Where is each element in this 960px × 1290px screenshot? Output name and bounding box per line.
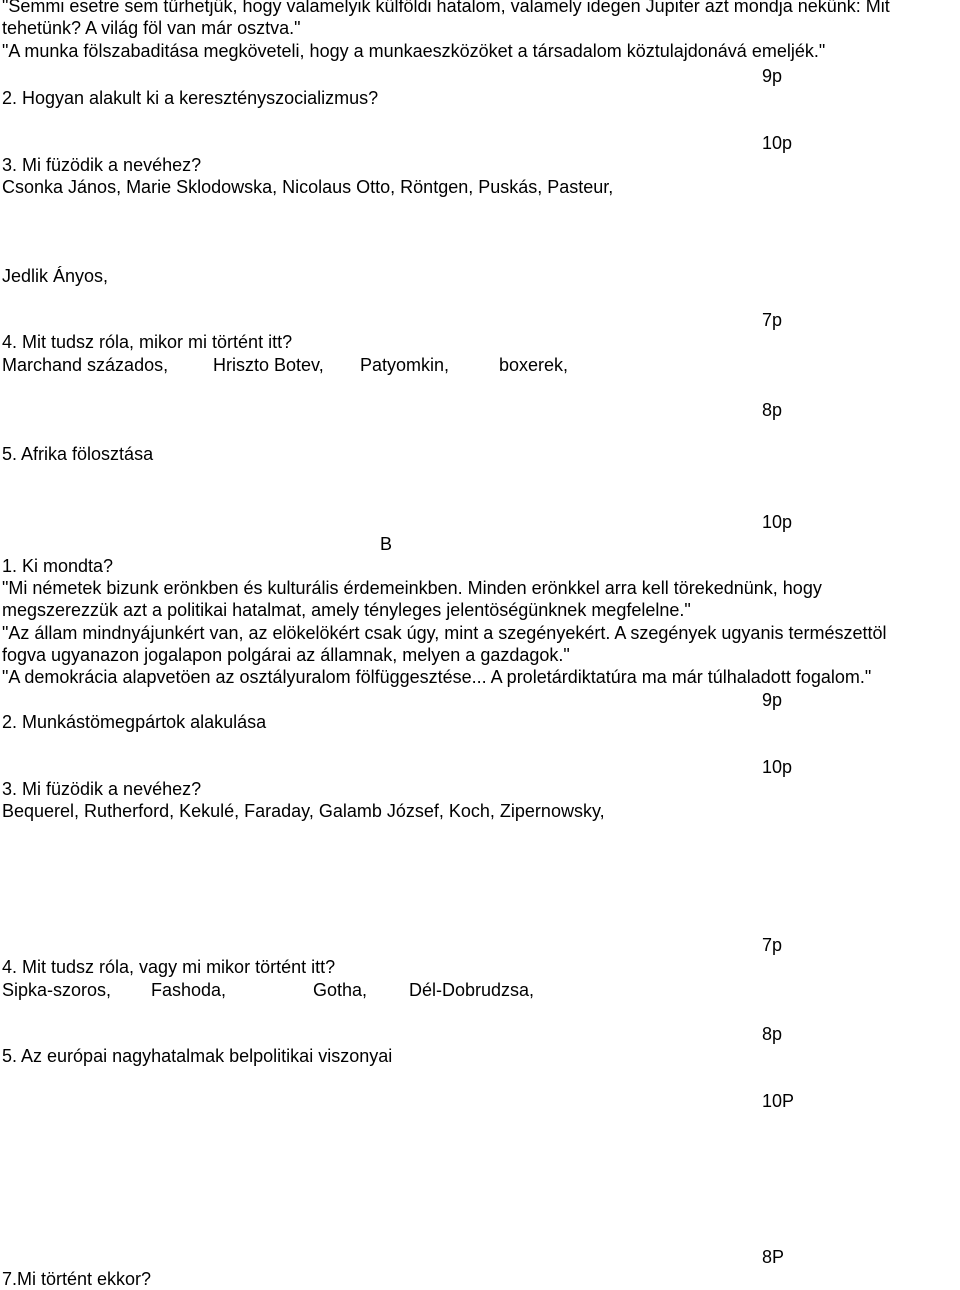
points-label: 7p bbox=[762, 935, 783, 955]
item-term: boxerek, bbox=[499, 355, 569, 375]
points-label: 10p bbox=[762, 512, 793, 532]
item-term: Fashoda, bbox=[151, 980, 227, 1000]
quote-line: "A demokrácia alapvetöen az osztályuralom fölfüggesztése... A proletárdiktatúra ma már túlhaladott fogalom." bbox=[2, 667, 872, 687]
section-label: B bbox=[380, 534, 393, 554]
name-list: Jedlik Ányos, bbox=[2, 266, 109, 286]
points-label: 8p bbox=[762, 400, 783, 420]
question-heading: 3. Mi füzödik a nevéhez? bbox=[2, 779, 202, 799]
question-heading: 3. Mi füzödik a nevéhez? bbox=[2, 155, 202, 175]
item-term: Hriszto Botev, bbox=[213, 355, 324, 375]
points-label: 8p bbox=[762, 1024, 783, 1044]
quote-line: "Mi németek bizunk erönkben és kulturális érdemeinkben. Minden erönkkel arra kell törekednünk, hogy bbox=[2, 578, 822, 598]
quote-line: tehetünk? A világ föl van már osztva." bbox=[2, 18, 301, 38]
question-heading: 1. Ki mondta? bbox=[2, 556, 114, 576]
points-label: 7p bbox=[762, 310, 783, 330]
points-label: 8P bbox=[762, 1247, 785, 1267]
item-term: Gotha, bbox=[313, 980, 368, 1000]
quote-line: fogva ugyanazon jogalapon polgárai az államnak, melyen a gazdagok." bbox=[2, 645, 570, 665]
question-heading: 2. Hogyan alakult ki a keresztényszocializmus? bbox=[2, 88, 379, 108]
points-label: 9p bbox=[762, 690, 783, 710]
question-heading: 4. Mit tudsz róla, mikor mi történt itt? bbox=[2, 332, 293, 352]
question-heading: 5. Afrika fölosztása bbox=[2, 444, 154, 464]
points-label: 10P bbox=[762, 1091, 795, 1111]
question-heading: 7.Mi történt ekkor? bbox=[2, 1269, 152, 1289]
name-list: Csonka János, Marie Sklodowska, Nicolaus Otto, Röntgen, Puskás, Pasteur, bbox=[2, 177, 614, 197]
item-term: Marchand százados, bbox=[2, 355, 169, 375]
points-label: 9p bbox=[762, 66, 783, 86]
item-term: Patyomkin, bbox=[360, 355, 450, 375]
quote-line: "A munka fölszabaditása megköveteli, hogy a munkaeszközöket a társadalom köztulajdonává emeljék." bbox=[2, 41, 826, 61]
points-label: 10p bbox=[762, 133, 793, 153]
name-list: Bequerel, Rutherford, Kekulé, Faraday, Galamb József, Koch, Zipernowsky, bbox=[2, 801, 605, 821]
quote-line: "Az állam mindnyájunkért van, az elökelökért csak úgy, mint a szegényekért. A szegények ugyanis természettöl bbox=[2, 623, 887, 643]
quote-line: megszerezzük azt a politikai hatalmat, amely tényleges jelentöségünknek megfelelne." bbox=[2, 600, 691, 620]
points-label: 10p bbox=[762, 757, 793, 777]
quote-line: "Semmi esetre sem tűrhetjük, hogy valamelyik külföldi hatalom, valamely idegen Jupiter azt mondja nekünk: Mit bbox=[2, 0, 890, 16]
item-term: Dél-Dobrudzsa, bbox=[409, 980, 535, 1000]
item-term: Sipka-szoros, bbox=[2, 980, 112, 1000]
question-heading: 5. Az európai nagyhatalmak belpolitikai viszonyai bbox=[2, 1046, 393, 1066]
question-heading: 4. Mit tudsz róla, vagy mi mikor történt itt? bbox=[2, 957, 336, 977]
question-heading: 2. Munkástömegpártok alakulása bbox=[2, 712, 267, 732]
